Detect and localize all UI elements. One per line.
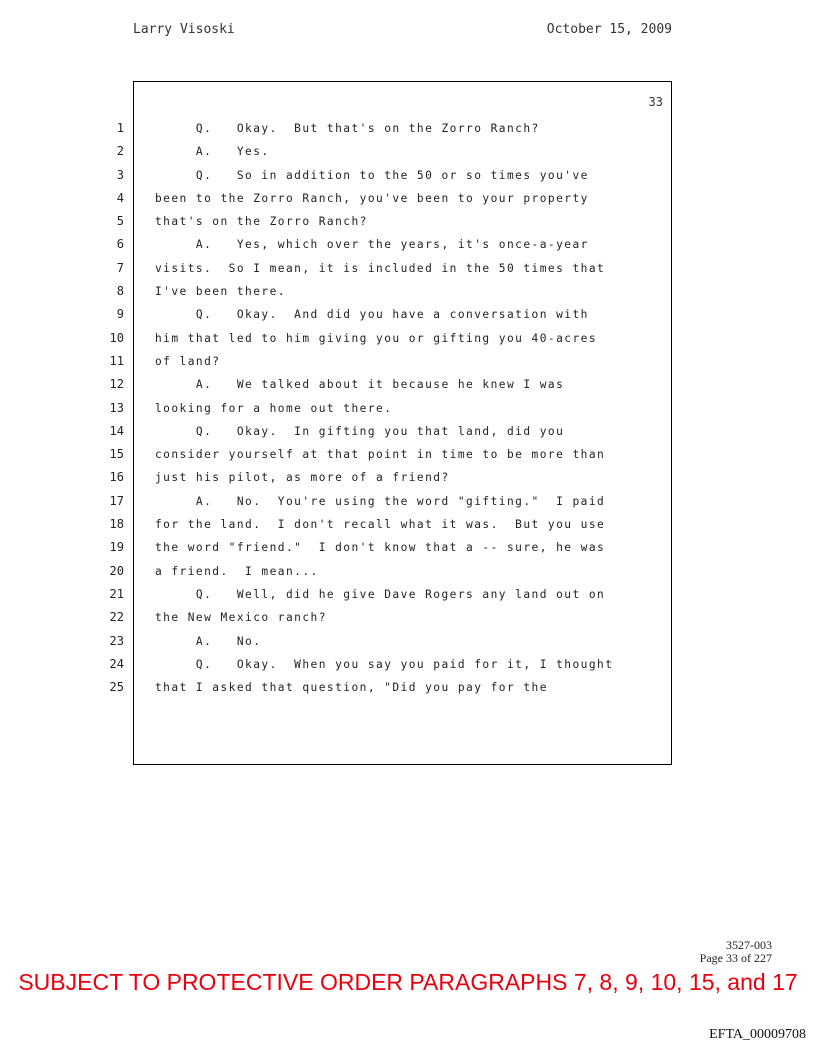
line-number: 15 <box>109 447 124 462</box>
line-number: 20 <box>109 563 124 578</box>
transcript-line: for the land. I don't recall what it was. But you use <box>155 518 606 532</box>
line-number: 1 <box>116 121 124 135</box>
deposition-date: October 15, 2009 <box>546 22 672 37</box>
transcript-page-number: 33 <box>648 95 663 109</box>
bates-number: EFTA_00009708 <box>709 1027 806 1042</box>
line-number: 13 <box>109 400 124 415</box>
transcript-line: A. We talked about it because he knew I was <box>155 378 565 392</box>
transcript-line: Q. Okay. And did you have a conversation with <box>155 308 589 322</box>
line-number: 6 <box>116 237 124 252</box>
transcript-line: A. No. <box>155 634 262 648</box>
line-number: 9 <box>116 307 124 322</box>
transcript-line: Q. Okay. When you say you paid for it, I thought <box>155 657 614 671</box>
transcript-line: that's on the Zorro Ranch? <box>155 215 368 229</box>
transcript-line: A. Yes. <box>155 145 270 159</box>
line-number: 7 <box>116 260 124 275</box>
transcript-line: been to the Zorro Ranch, you've been to your property <box>155 191 589 205</box>
line-number: 18 <box>109 517 124 532</box>
transcript-line: visits. So I mean, it is included in the 50 times that <box>155 261 606 275</box>
transcript-line: that I asked that question, "Did you pay for the <box>155 681 548 695</box>
line-number: 12 <box>109 377 124 392</box>
protective-order-notice: SUBJECT TO PROTECTIVE ORDER PARAGRAPHS 7, 8, 9, 10, 15, and 17 <box>18 969 798 995</box>
line-number: 24 <box>109 656 124 671</box>
transcript-line: I've been there. <box>155 285 286 299</box>
line-number: 3 <box>116 167 124 182</box>
line-number: 25 <box>109 680 124 695</box>
transcript-box <box>133 81 672 765</box>
line-number: 19 <box>109 540 124 555</box>
transcript-line: him that led to him giving you or gifting you 40-acres <box>155 331 598 345</box>
line-number: 14 <box>109 423 124 438</box>
transcript-line: consider yourself at that point in time to be more than <box>155 448 606 462</box>
transcript-line: looking for a home out there. <box>155 401 393 415</box>
line-number: 16 <box>109 470 124 485</box>
line-number: 11 <box>109 353 124 368</box>
line-number: 4 <box>116 190 124 205</box>
transcript-line: of land? <box>155 354 221 368</box>
transcript-line: Q. Okay. But that's on the Zorro Ranch? <box>155 122 540 135</box>
transcript-line: a friend. I mean... <box>155 564 319 578</box>
line-number: 8 <box>116 284 124 299</box>
transcript-line: the New Mexico ranch? <box>155 611 327 625</box>
transcript-line: Q. Well, did he give Dave Rogers any land out on <box>155 587 606 601</box>
transcript-text <box>155 117 613 699</box>
line-number: 10 <box>109 330 124 345</box>
line-number: 21 <box>109 586 124 601</box>
line-number: 22 <box>109 610 124 625</box>
transcript-line: Q. Okay. In gifting you that land, did you <box>155 424 565 438</box>
case-code: 3527-003 <box>726 938 772 952</box>
line-number: 5 <box>116 214 124 229</box>
line-number-column <box>100 117 124 699</box>
page-of-total: Page 33 of 227 <box>699 951 772 965</box>
transcript-line: A. Yes, which over the years, it's once-a-year <box>155 238 589 252</box>
transcript-line: just his pilot, as more of a friend? <box>155 471 450 485</box>
line-number: 23 <box>109 633 124 648</box>
transcript-line: Q. So in addition to the 50 or so times you've <box>155 168 589 182</box>
line-number: 17 <box>109 493 124 508</box>
line-number: 2 <box>116 144 124 159</box>
witness-name: Larry Visoski <box>133 22 235 37</box>
transcript-line: A. No. You're using the word "gifting." I paid <box>155 494 606 508</box>
transcript-line: the word "friend." I don't know that a -- sure, he was <box>155 541 606 555</box>
